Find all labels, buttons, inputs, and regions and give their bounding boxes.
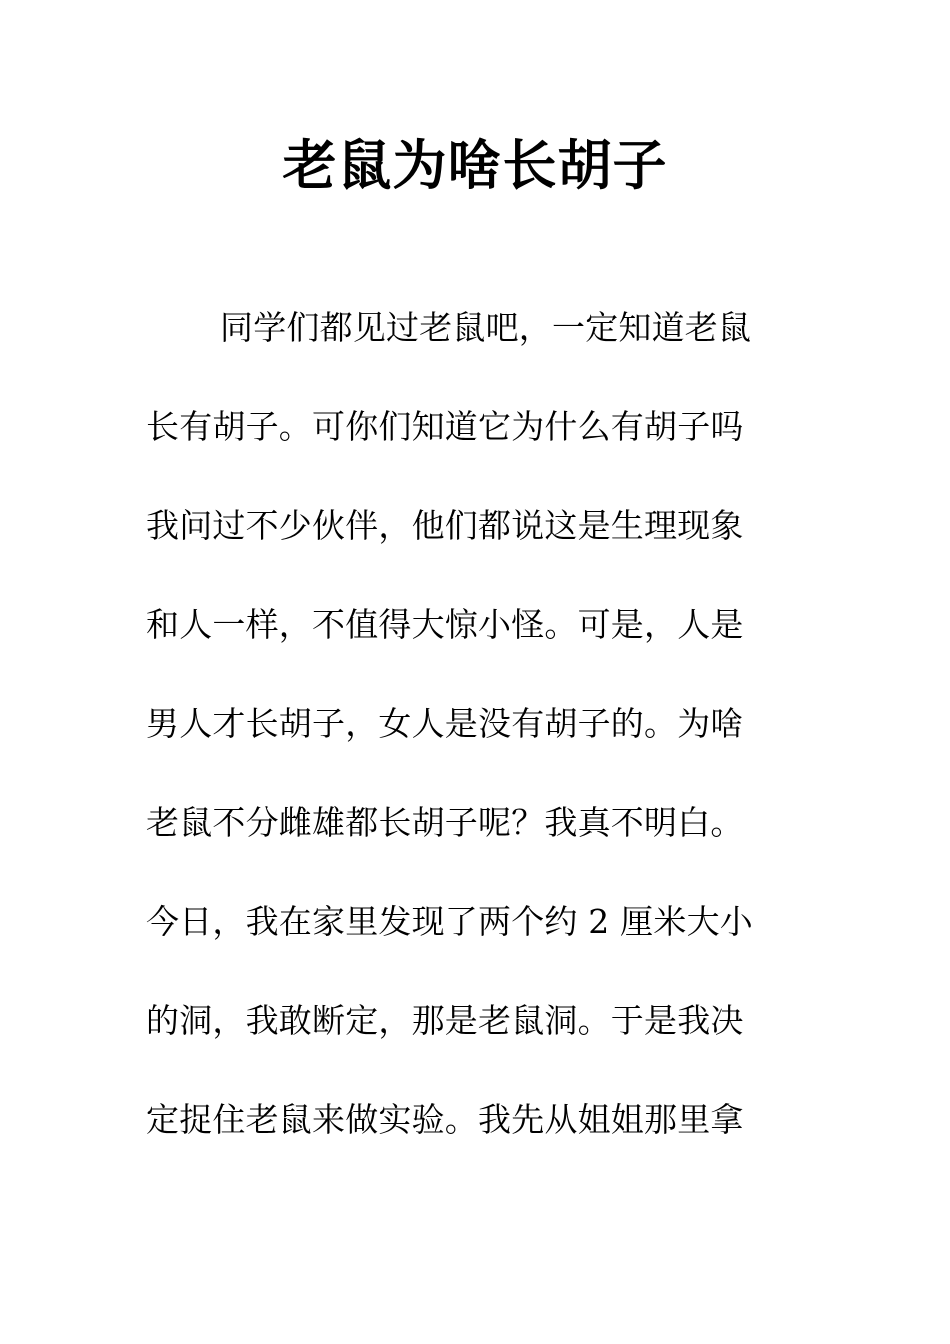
paragraph-line: 我问过不少伙伴，他们都说这是生理现象 bbox=[146, 506, 744, 545]
paragraph-line: 老鼠不分雌雄都长胡子呢？我真不明白。 bbox=[146, 803, 744, 842]
paragraph-line: 同学们都见过老鼠吧，一定知道老鼠 bbox=[220, 308, 752, 347]
page-title: 老鼠为啥长胡子 bbox=[282, 134, 668, 197]
paragraph-line: 定捉住老鼠来做实验。我先从姐姐那里拿 bbox=[146, 1100, 744, 1139]
paragraph-line: 男人才长胡子，女人是没有胡子的。为啥 bbox=[146, 704, 744, 743]
paragraph-line: 今日，我在家里发现了两个约 2 厘米大小 bbox=[146, 902, 753, 941]
paragraph-line: 长有胡子。可你们知道它为什么有胡子吗 bbox=[146, 407, 744, 446]
paragraph-line: 的洞，我敢断定，那是老鼠洞。于是我决 bbox=[146, 1001, 744, 1040]
paragraph-line: 和人一样，不值得大惊小怪。可是，人是 bbox=[146, 605, 744, 644]
